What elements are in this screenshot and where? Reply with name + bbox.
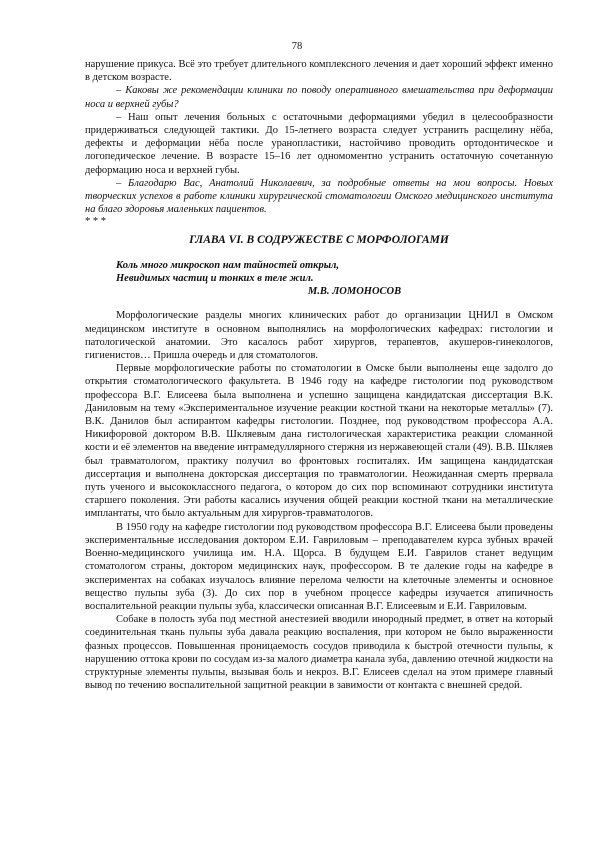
interview-question: – Каковы же рекомендации клиники по поводу оперативного вмешательства при деформации носа и верхней губы? <box>85 85 553 110</box>
interview-answer: – Наш опыт лечения больных с остаточными деформациями убедил в целесообразности придерживаться следующей тактики. До 15-летнего возраста следует устранить расщелину нёба, дефекты и деформации нёба после уранопластики, настойчиво проводить ортодонтическое и логопедическое лечение. В возрасте 15–16 лет одномоментно устранить остаточную сочетанную деформацию носа и верхней губы. <box>85 111 553 176</box>
section-separator: * * * <box>85 216 106 228</box>
epigraph <box>116 259 553 298</box>
chapter-title: ГЛАВА VI. В СОДРУЖЕСТВЕ С МОРФОЛОГАМИ <box>189 234 449 247</box>
body-paragraph: В 1950 году на кафедре гистологии под руководством профессора В.Г. Елисеева были проведены экспериментальные исследования доктором Е.И. Гавриловым – преподавателем курса зубных врачей Военно-медицинского училища им. Н.А. Щорса. В будущем Е.И. Гаврилов станет ведущим стоматологом страны, доктором медицинских наук, профессором. В те далекие годы на кафедре в экспериментах на собаках изучалось влияние перелома челюсти на клеточные элементы и основное вещество пульпы зуба (3). До сих пор в учебном процессе кафедры изучается атипичность воспалительной реакции пульпы зуба, классически описанная В.Г. Елисеевым и Е.И. Гавриловым. <box>85 521 553 612</box>
page-body <box>85 58 553 692</box>
epigraph-line: Коль много микроскоп нам тайностей открыл, <box>116 260 340 272</box>
epigraph-author: М.В. ЛОМОНОСОВ <box>307 286 402 298</box>
epigraph-line: Невидимых частиц и тонких в теле жил. <box>116 273 314 285</box>
body-paragraph: Морфологические разделы многих клинических работ до организации ЦНИЛ в Омском медицинском институте в основном выполнялись на морфологических кафедрах: гистологии и патологической анатомии. Это касалось работ хирургов, терапевтов, акушеров-гинекологов, гигиенистов… Пришла очередь и для стоматологов. <box>85 310 553 362</box>
interview-closing: – Благодарю Вас, Анатолий Николаевич, за подробные ответы на мои вопросы. Новых творческих успехов в работе клиники хирургической стоматологии Омского медицинского института на благо здоровья маленьких пациентов. <box>85 177 553 216</box>
paragraph-prev-continuation: нарушение прикуса. Всё это требует длительного комплексного лечения и дает хороший эффект именно в детском возрасте. <box>85 59 553 84</box>
page-number: 78 <box>291 41 303 52</box>
body-paragraph: Первые морфологические работы по стоматологии в Омске были выполнены еще задолго до открытия стоматологического факультета. В 1946 году на кафедре гистологии под руководством профессора В.Г. Елисеева была выполнена и успешно защищена кандидатская диссертация В.К. Даниловым на тему «Экспериментальное изучение реакции костной ткани на некоторые металлы» (7). В.К. Данилов был аспирантом кафедры гистологии. Позднее, под руководством профессора А.А. Никифоровой доктором В.В. Шкляевым дана гистологическая характеристика реакции сломанной кости и её элементов на введение интрамедуллярного стержня из нержавеющей стали (49). В.В. Шкляев был травматологом, практику получил во фронтовых госпиталях. Им защищена кандидатская диссертация и выполнена докторская диссертация по травматологии. Неожиданная смерть прервала путь ученого и высококлассного педагога, о котором до сих пор вспоминают сотрудники института старшего поколения. Эти работы касались изучения общей реакции костной ткани на металлические имплантаты, что было актуальным для хирургов-травматологов. <box>85 363 553 520</box>
body-paragraph: Собаке в полость зуба под местной анестезией вводили инородный предмет, в ответ на который соединительная ткань пульпы зуба давала реакцию воспаления, при котором не было выраженности фазных процессов. Повышенная проницаемость сосудов приводила к быстрой отечности пульпы, к нарушению оттока крови по сосудам из-за малого диаметра канала зуба, давлению отечной жидкости на структурные элементы пульпы, вызывая боль и некроз. В.Г. Елисеев сделал на этом примере главный вывод по течению воспалительной защитной реакции в завимости от контакта с внешней средой. <box>85 614 553 692</box>
